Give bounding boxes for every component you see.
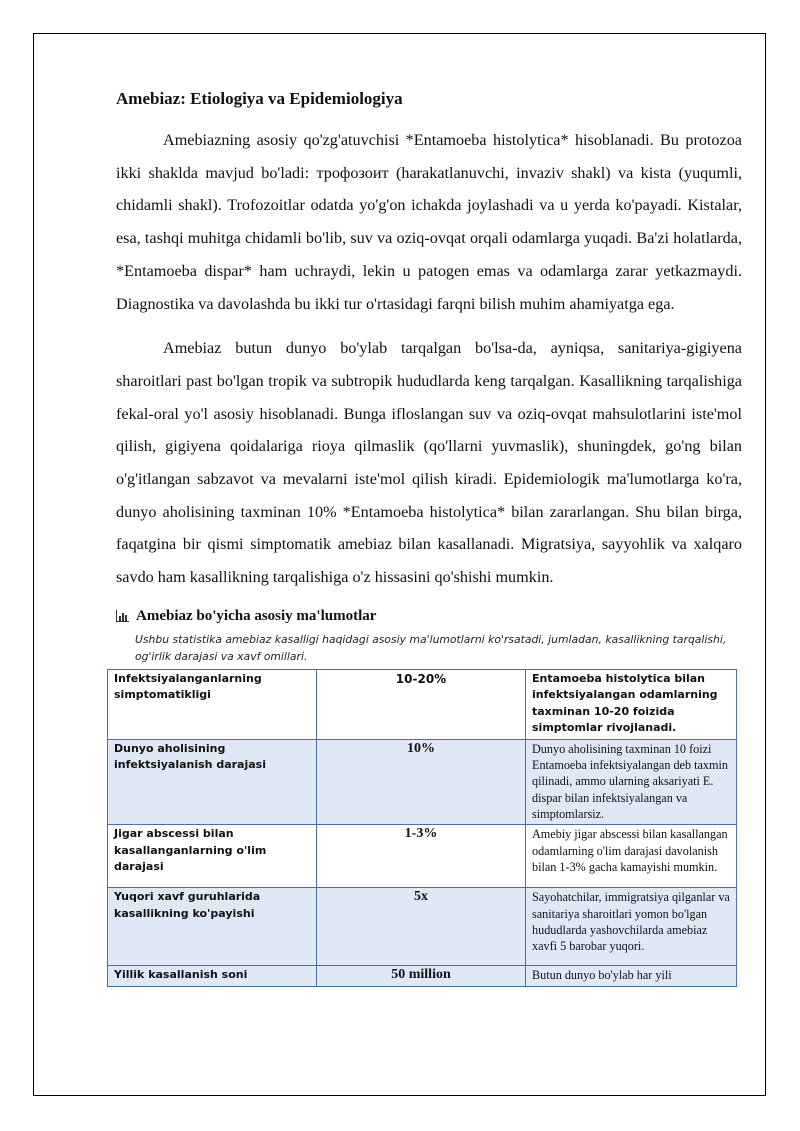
table-title: Amebiaz bo'yicha asosiy ma'lumotlar [136,607,377,624]
row-note: Sayohatchilar, immigratsiya qilganlar va sanitariya sharoitlari yomon bo'lgan hududlarda yashovchilarda amebiaz xavfi 5 barobar yuqori. [526,888,737,966]
page-title: Amebiaz: Etiologiya va Epidemiologiya [116,89,403,108]
row-value: 10-20% [317,669,526,739]
row-note: Butun dunyo bo'ylab har yili [526,966,737,987]
row-value: 5x [317,888,526,966]
row-label: Infektsiyalanganlarning simptomatikligi [108,669,317,739]
row-label: Jigar abscessi bilan kasallanganlarning o'lim darajasi [108,825,317,888]
table-heading [116,606,742,626]
row-label: Yillik kasallanish soni [108,966,317,987]
row-label: Yuqori xavf guruhlarida kasallikning ko'payishi [108,888,317,966]
table-row [108,739,737,824]
row-note: Amebiy jigar abscessi bilan kasallangan odamlarning o'lim darajasi davolanish bilan 1-3% gacha kamayishi mumkin. [526,825,737,888]
table-row [108,669,737,739]
row-note: Entamoeba histolytica bilan infektsiyalangan odamlarning taxminan 10-20 foizida simptomlar rivojlanadi. [526,669,737,739]
row-value: 10% [317,739,526,824]
row-value: 1-3% [317,825,526,888]
table-row [108,888,737,966]
paragraph-etiology: Amebiazning asosiy qo'zg'atuvchisi *Entamoeba histolytica* hisoblanadi. Bu protozoa ikki shaklda mavjud bo'ladi: трофозоит (harakatlanuvchi, invaziv shakl) va kista (yuqumli, chidamli shakl). Trofozoitlar odatda yo'g'on ichakda joylashadi va u yerda ko'payadi. Kistalar, esa, tashqi muhitga chidamli bo'lib, suv va oziq-ovqat orqali odamlarga yuqadi. Ba'zi holatlarda, *Entamoeba dispar* ham uchraydi, lekin u patogen emas va odamlarga zarar yetkazmaydi. Diagnostika va davolashda bu ikki tur o'rtasidagi farqni bilish muhim ahamiyatga ega. [116,131,742,313]
row-value: 50 million [317,966,526,987]
bar-chart-icon [116,610,129,622]
row-label: Dunyo aholisining infektsiyalanish darajasi [108,739,317,824]
document-body [116,88,742,987]
paragraph-epidemiology: Amebiaz butun dunyo bo'ylab tarqalgan bo'lsa-da, ayniqsa, sanitariya-gigiyena sharoitlari past bo'lgan tropik va subtropik hududlarda keng tarqalgan. Kasallikning tarqalishiga fekal-oral yo'l asosiy hisoblanadi. Bunga ifloslangan suv va oziq-ovqat mahsulotlarini iste'mol qilish, gigiyena qoidalariga rioya qilmaslik (qo'llarni yuvmaslik), shuningdek, go'ng bilan o'g'itlangan sabzavot va mevalarni iste'mol qilish kiradi. Epidemiologik ma'lumotlarga ko'ra, dunyo aholisining taxminan 10% *Entamoeba histolytica* bilan zararlangan. Shu bilan birga, faqatgina bir qismi simptomatik amebiaz bilan kasallanadi. Migratsiya, sayyohlik va xalqaro savdo ham kasallikning tarqalishiga o'z hissasini qo'shishi mumkin. [116,339,742,587]
row-note: Dunyo aholisining taxminan 10 foizi Entamoeba infektsiyalangan deb taxmin qilinadi, ammo ularning aksariyati E. dispar bilan infektsiyalangan va simptomlarsiz. [526,739,737,824]
table-row [108,825,737,888]
statistics-table [107,669,737,987]
table-description: Ushbu statistika amebiaz kasalligi haqidagi asosiy ma'lumotlarni ko'rsatadi, jumladan, kasallikning tarqalishi, og'irlik darajasi va xavf omillari. [135,632,727,663]
table-row [108,966,737,987]
